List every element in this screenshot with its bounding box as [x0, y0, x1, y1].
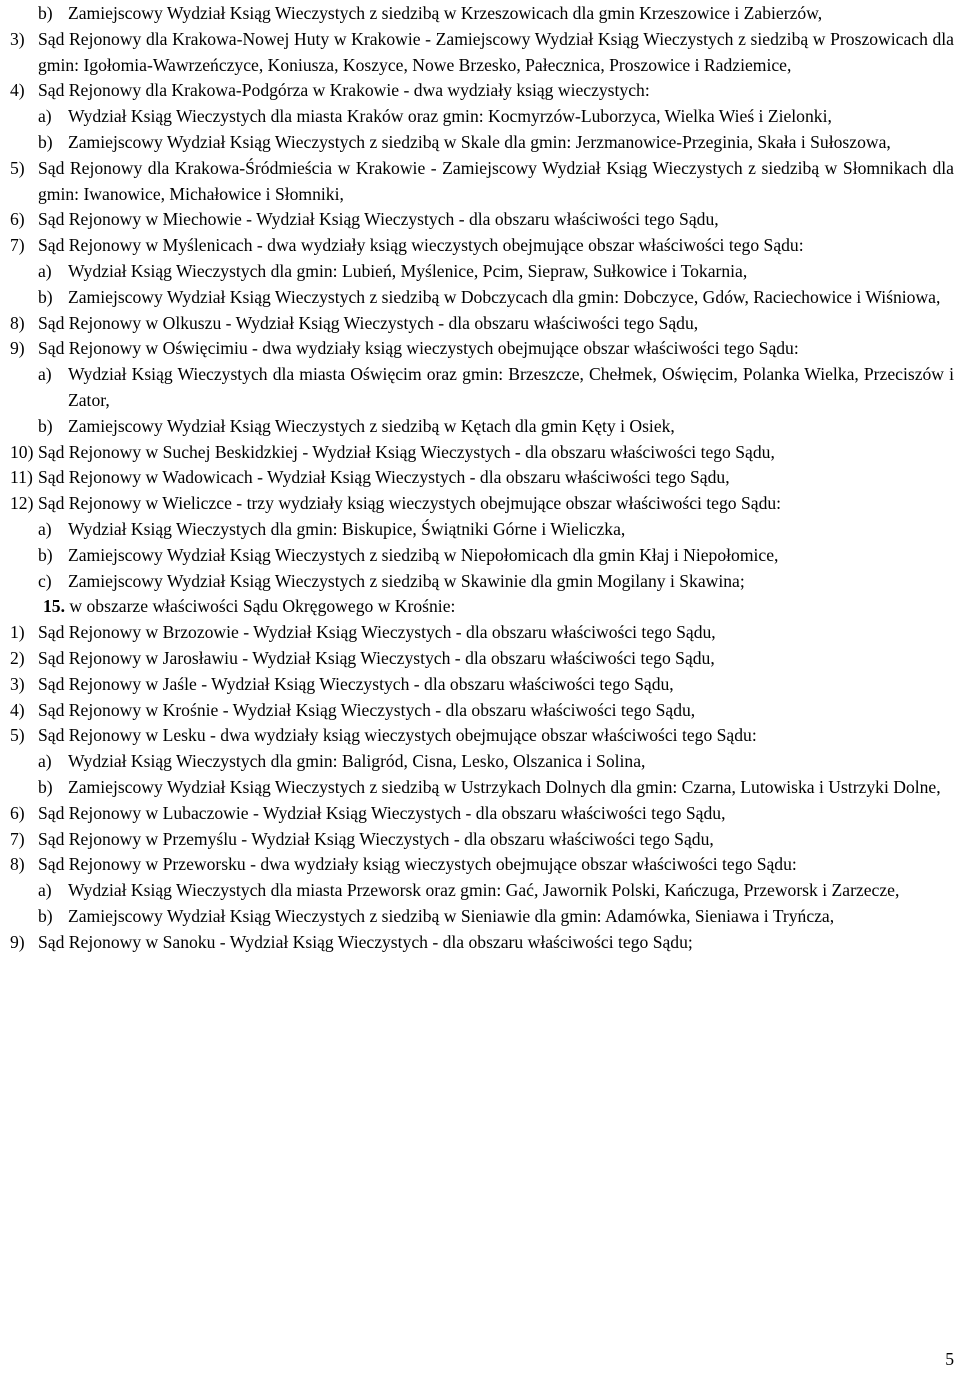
item-label: b) [38, 131, 53, 152]
list-item [10, 27, 954, 79]
sub-list-item [10, 569, 954, 595]
list-item [10, 78, 954, 104]
section-number: 15. [43, 596, 65, 617]
item-text: Sąd Rejonowy w Wieliczce - trzy wydziały ksiąg wieczystych obejmujące obszar właściwości tego Sądu: [38, 493, 782, 514]
item-text: Sąd Rejonowy w Przemyślu - Wydział Ksiąg Wieczystych - dla obszaru właściwości tego Sądu, [38, 828, 714, 849]
list-item [10, 827, 954, 853]
item-label: 2) [10, 647, 25, 668]
item-text: Sąd Rejonowy dla Krakowa-Nowej Huty w Krakowie - Zamiejscowy Wydział Ksiąg Wieczystych z siedzibą w Proszowicach dla gmin: Igołomia-Wawrzeńczyce, Koniusza, Koszyce, Nowe Brzesko, Pałecznica, Proszowice i Radziemice, [38, 28, 954, 75]
item-text: Sąd Rejonowy dla Krakowa-Podgórza w Krakowie - dwa wydziały ksiąg wieczystych: [38, 80, 650, 101]
item-label: b) [38, 3, 53, 23]
item-text: Sąd Rejonowy w Olkuszu - Wydział Ksiąg Wieczystych - dla obszaru właściwości tego Sądu, [38, 312, 699, 333]
item-label: 10) [10, 441, 34, 462]
item-label: 4) [10, 699, 25, 720]
item-text: Sąd Rejonowy w Oświęcimiu - dwa wydziały ksiąg wieczystych obejmujące obszar właściwości tego Sądu: [38, 338, 799, 359]
sub-list-item [10, 259, 954, 285]
list-item [10, 646, 954, 672]
list-item [10, 156, 954, 208]
item-label: 11) [10, 467, 33, 488]
item-text: Sąd Rejonowy w Lubaczowie - Wydział Ksiąg Wieczystych - dla obszaru właściwości tego Sądu, [38, 802, 726, 823]
item-label: 1) [10, 622, 25, 643]
list-item [10, 311, 954, 337]
item-text: Zamiejscowy Wydział Ksiąg Wieczystych z siedzibą w Skawinie dla gmin Mogilany i Skawina; [68, 570, 745, 591]
list-item [10, 207, 954, 233]
list-item [10, 852, 954, 878]
sub-list-item [10, 878, 954, 904]
item-label: b) [38, 286, 53, 307]
sub-list-item [10, 362, 954, 414]
item-text: Sąd Rejonowy w Przeworsku - dwa wydziały ksiąg wieczystych obejmujące obszar właściwości tego Sądu: [38, 854, 797, 875]
item-label: 6) [10, 802, 25, 823]
item-text: Sąd Rejonowy w Jarosławiu - Wydział Ksiąg Wieczystych - dla obszaru właściwości tego Sądu, [38, 647, 715, 668]
sub-list-item [10, 775, 954, 801]
list-item [10, 801, 954, 827]
item-text: Wydział Ksiąg Wieczystych dla gmin: Lubień, Myślenice, Pcim, Siepraw, Sułkowice i Tokarnia, [68, 260, 748, 281]
item-label: 7) [10, 235, 25, 256]
section-heading-text: w obszarze właściwości Sądu Okręgowego w Krośnie: [69, 596, 456, 617]
item-label: b) [38, 544, 53, 565]
list-item [10, 698, 954, 724]
item-text: Zamiejscowy Wydział Ksiąg Wieczystych z siedzibą w Dobczycach dla gmin: Dobczyce, Gdów, Raciechowice i Wiśniowa, [68, 286, 941, 307]
item-label: 12) [10, 493, 34, 514]
item-label: 8) [10, 854, 25, 875]
list-item [10, 440, 954, 466]
item-label: a) [38, 751, 52, 772]
item-label: a) [38, 880, 52, 901]
sub-list-item [10, 130, 954, 156]
item-text: Zamiejscowy Wydział Ksiąg Wieczystych z siedzibą w Kętach dla gmin Kęty i Osiek, [68, 415, 675, 436]
item-text: Sąd Rejonowy w Lesku - dwa wydziały ksiąg wieczystych obejmujące obszar właściwości tego Sądu: [38, 725, 757, 746]
item-label: a) [38, 364, 52, 385]
item-label: b) [38, 415, 53, 436]
item-text: Sąd Rejonowy w Krośnie - Wydział Ksiąg Wieczystych - dla obszaru właściwości tego Sądu, [38, 699, 696, 720]
item-text: Wydział Ksiąg Wieczystych dla miasta Przeworsk oraz gmin: Gać, Jawornik Polski, Kańczuga, Przeworsk i Zarzecze, [68, 880, 900, 901]
list-item [10, 930, 954, 956]
list-item [10, 233, 954, 259]
list-item [10, 672, 954, 698]
item-label: 6) [10, 209, 25, 230]
item-text: Zamiejscowy Wydział Ksiąg Wieczystych z siedzibą w Sieniawie dla gmin: Adamówka, Sieniawa i Tryńcza, [68, 905, 835, 926]
item-label: 7) [10, 828, 25, 849]
item-label: a) [38, 260, 52, 281]
item-text: Sąd Rejonowy w Miechowie - Wydział Ksiąg Wieczystych - dla obszaru właściwości tego Sądu, [38, 209, 719, 230]
item-label: 5) [10, 725, 25, 746]
item-text: Wydział Ksiąg Wieczystych dla miasta Oświęcim oraz gmin: Brzeszcze, Chełmek, Oświęcim, Polanka Wielka, Przeciszów i Zator, [68, 364, 954, 410]
item-label: 3) [10, 28, 25, 49]
sub-list-item [10, 285, 954, 311]
sub-list-item [10, 414, 954, 440]
item-text: Zamiejscowy Wydział Ksiąg Wieczystych z siedzibą w Niepołomicach dla gmin Kłaj i Niepołomice, [68, 544, 779, 565]
sub-list-item [10, 543, 954, 569]
item-text: Sąd Rejonowy w Brzozowie - Wydział Ksiąg Wieczystych - dla obszaru właściwości tego Sądu, [38, 622, 716, 643]
item-text: Sąd Rejonowy w Myślenicach - dwa wydziały ksiąg wieczystych obejmujące obszar właściwości tego Sądu: [38, 235, 804, 256]
item-label: 5) [10, 157, 25, 178]
item-text: Sąd Rejonowy w Suchej Beskidzkiej - Wydział Ksiąg Wieczystych - dla obszaru właściwości tego Sądu, [38, 441, 775, 462]
item-label: b) [38, 905, 53, 926]
item-text: Wydział Ksiąg Wieczystych dla gmin: Baligród, Cisna, Lesko, Olszanica i Solina, [68, 751, 646, 772]
item-label: c) [38, 570, 52, 591]
sub-list-item [10, 749, 954, 775]
item-text: Zamiejscowy Wydział Ksiąg Wieczystych z siedzibą w Krzeszowicach dla gmin Krzeszowice i Zabierzów, [68, 3, 823, 23]
section-heading [10, 594, 954, 620]
item-text: Sąd Rejonowy w Jaśle - Wydział Ksiąg Wieczystych - dla obszaru właściwości tego Sądu, [38, 673, 674, 694]
list-item [10, 336, 954, 362]
item-text: Wydział Ksiąg Wieczystych dla miasta Kraków oraz gmin: Kocmyrzów-Luborzyca, Wielka Wieś i Zielonki, [68, 106, 832, 127]
sub-list-item [10, 104, 954, 130]
sub-list-item [10, 517, 954, 543]
item-label: a) [38, 518, 52, 539]
list-item [10, 723, 954, 749]
item-text: Zamiejscowy Wydział Ksiąg Wieczystych z siedzibą w Ustrzykach Dolnych dla gmin: Czarna, Lutowiska i Ustrzyki Dolne, [68, 776, 941, 797]
item-label: 8) [10, 312, 25, 333]
item-label: 3) [10, 673, 25, 694]
item-label: b) [38, 776, 53, 797]
item-text: Zamiejscowy Wydział Ksiąg Wieczystych z siedzibą w Skale dla gmin: Jerzmanowice-Przeginia, Skała i Sułoszowa, [68, 131, 891, 152]
item-label: 4) [10, 80, 25, 101]
item-text: Sąd Rejonowy dla Krakowa-Śródmieścia w Krakowie - Zamiejscowy Wydział Ksiąg Wieczystych z siedzibą w Słomnikach dla gmin: Iwanowice, Michałowice i Słomniki, [38, 157, 954, 204]
item-label: a) [38, 106, 52, 127]
list-item [10, 620, 954, 646]
item-label: 9) [10, 931, 25, 952]
item-text: Sąd Rejonowy w Sanoku - Wydział Ksiąg Wieczystych - dla obszaru właściwości tego Sądu; [38, 931, 693, 952]
list-item [10, 491, 954, 517]
sub-list-item [10, 1, 954, 27]
item-text: Wydział Ksiąg Wieczystych dla gmin: Biskupice, Świątniki Górne i Wieliczka, [68, 518, 626, 539]
item-label: 9) [10, 338, 25, 359]
sub-list-item [10, 904, 954, 930]
page-number: 5 [945, 1349, 954, 1369]
list-item [10, 465, 954, 491]
item-text: Sąd Rejonowy w Wadowicach - Wydział Ksiąg Wieczystych - dla obszaru właściwości tego Sądu, [38, 467, 730, 488]
legal-list [10, 1, 954, 955]
